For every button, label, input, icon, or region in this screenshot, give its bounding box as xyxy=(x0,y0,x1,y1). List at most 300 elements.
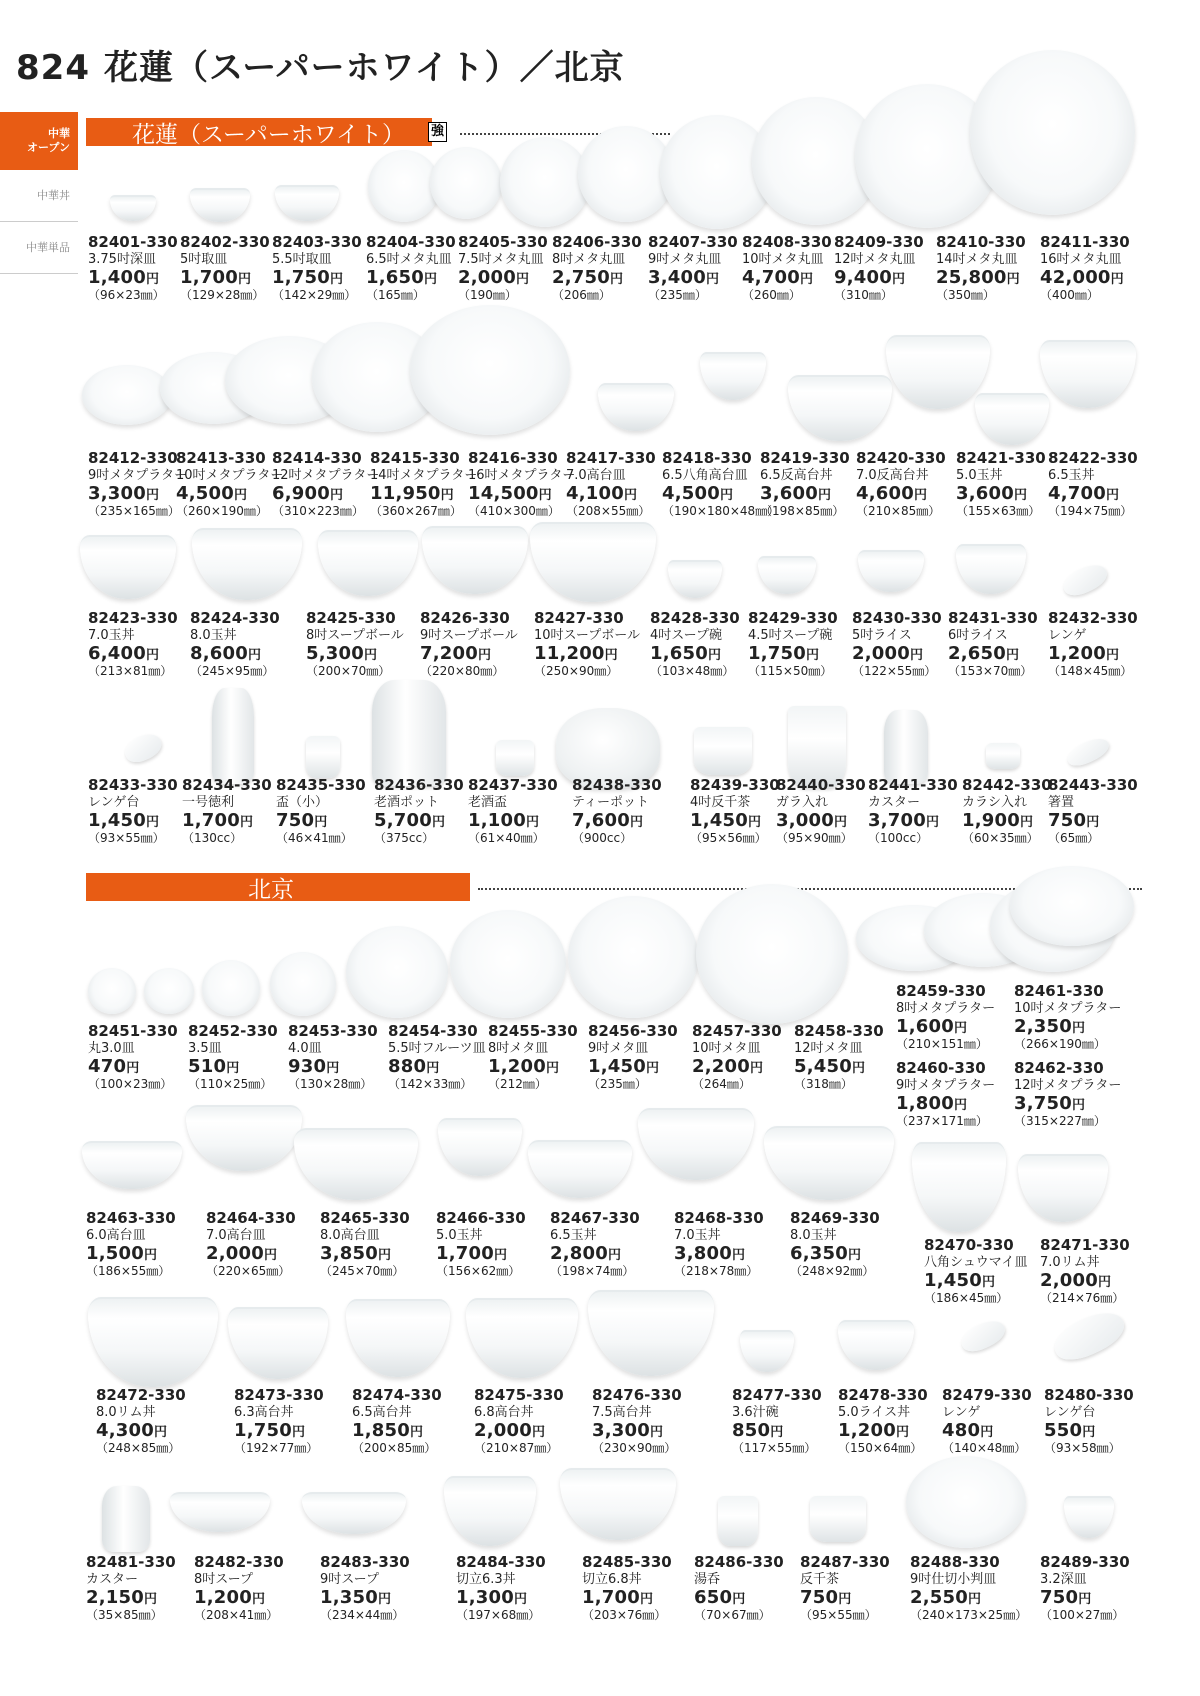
product-name: 5吋取皿 xyxy=(180,251,228,267)
yen-unit: 円 xyxy=(925,815,940,831)
product-size: （350㎜） xyxy=(936,288,995,303)
product-size: （203×76㎜） xyxy=(582,1608,667,1623)
product-item xyxy=(690,777,780,845)
product-price: 4,300円 xyxy=(96,1420,168,1442)
product-item xyxy=(1048,450,1138,518)
category-tabs xyxy=(0,112,78,274)
product-item xyxy=(468,450,575,518)
product-price: 9,400円 xyxy=(834,267,906,289)
product-price: 1,800円 xyxy=(896,1093,968,1115)
yen-unit: 円 xyxy=(431,815,446,831)
product-image-bowl xyxy=(466,1298,578,1378)
product-size: （186×55㎜） xyxy=(86,1264,171,1279)
product-image-plate xyxy=(88,968,136,1014)
product-name: 7.0反高台丼 xyxy=(856,467,929,483)
yen-unit: 円 xyxy=(1019,815,1034,831)
product-image-bowl xyxy=(110,195,156,221)
product-item xyxy=(1040,1237,1130,1305)
product-size: （93×55㎜） xyxy=(88,831,165,846)
product-name: 6吋ライス xyxy=(948,627,1008,643)
product-size: （213×81㎜） xyxy=(88,664,173,679)
product-item xyxy=(692,1023,782,1091)
product-item xyxy=(468,777,558,845)
product-name: 丸3.0皿 xyxy=(88,1040,135,1056)
product-image-bowl xyxy=(192,528,302,600)
product-price: 880円 xyxy=(388,1056,440,1078)
product-name: 8吋メタ丸皿 xyxy=(552,251,626,267)
product-size: （95×55㎜） xyxy=(800,1608,877,1623)
product-image-bottle xyxy=(884,710,928,784)
product-image-bowl xyxy=(302,1492,406,1534)
yen-unit: 円 xyxy=(731,1248,746,1264)
product-item xyxy=(694,1554,784,1622)
product-price: 1,750円 xyxy=(748,643,820,665)
product-code: 82483-330 xyxy=(320,1553,410,1571)
yen-unit: 円 xyxy=(895,1425,910,1441)
product-size: （156×62㎜） xyxy=(436,1264,521,1279)
product-size: （210×85㎜） xyxy=(856,504,941,519)
yen-unit: 円 xyxy=(645,1061,660,1077)
product-name: 湯呑 xyxy=(694,1571,721,1587)
product-item xyxy=(366,234,456,302)
product-size: （100×27㎜） xyxy=(1040,1608,1125,1623)
product-item xyxy=(592,1387,682,1455)
yen-unit: 円 xyxy=(233,488,248,504)
product-code: 82461-330 xyxy=(1014,982,1104,1000)
product-size: （235㎜） xyxy=(648,288,707,303)
yen-unit: 円 xyxy=(707,648,722,664)
product-name: 8吋スープ xyxy=(194,1571,253,1587)
product-image-bowl xyxy=(530,522,656,602)
product-price: 550円 xyxy=(1044,1420,1096,1442)
product-image-bowl xyxy=(1040,340,1136,408)
product-price: 11,950円 xyxy=(370,483,454,505)
product-item xyxy=(188,1023,278,1091)
product-size: （35×85㎜） xyxy=(86,1608,163,1623)
product-size: （214×76㎜） xyxy=(1040,1291,1125,1306)
product-size: （208×55㎜） xyxy=(566,504,651,519)
product-price: 470円 xyxy=(88,1056,140,1078)
product-image-bowl xyxy=(912,1142,1006,1232)
strength-badge: 強 xyxy=(428,122,447,142)
product-item xyxy=(370,450,477,518)
product-size: （95×56㎜） xyxy=(690,831,767,846)
product-item xyxy=(288,1023,378,1091)
product-size: （400㎜） xyxy=(1040,288,1099,303)
yen-unit: 円 xyxy=(251,1592,266,1608)
product-image-cup xyxy=(306,736,340,778)
tab-label: 中華 オープン xyxy=(26,127,70,154)
product-name: 3.2深皿 xyxy=(1040,1571,1087,1587)
yen-unit: 円 xyxy=(377,1248,392,1264)
product-size: （237×171㎜） xyxy=(896,1114,988,1129)
product-size: （230×90㎜） xyxy=(592,1441,677,1456)
product-code: 82441-330 xyxy=(868,776,958,794)
yen-unit: 円 xyxy=(1082,1425,1096,1441)
product-item xyxy=(194,1554,284,1622)
product-item xyxy=(86,1554,176,1622)
tab-chuka-tanpin[interactable] xyxy=(0,222,78,274)
product-name: 6.0高台皿 xyxy=(86,1227,146,1243)
product-price: 1,450円 xyxy=(924,1270,996,1292)
yen-unit: 円 xyxy=(363,648,378,664)
product-image-cup xyxy=(986,743,1020,769)
product-size: （194×75㎜） xyxy=(1048,504,1133,519)
product-item xyxy=(1040,1554,1130,1622)
yen-unit: 円 xyxy=(143,1248,158,1264)
product-price: 4,700円 xyxy=(1048,483,1120,505)
product-name: 9吋メタプラター xyxy=(88,467,188,483)
yen-unit: 円 xyxy=(747,815,762,831)
product-name: 6.8高台丼 xyxy=(474,1404,534,1420)
tab-label: 中華単品 xyxy=(26,240,70,254)
product-name: 8.0玉丼 xyxy=(790,1227,837,1243)
product-name: 10吋メタプラター xyxy=(1014,1000,1122,1016)
product-name: 4.0皿 xyxy=(288,1040,322,1056)
product-image-bowl xyxy=(788,375,892,441)
product-image-bowl xyxy=(598,383,674,431)
product-code: 82455-330 xyxy=(488,1022,578,1040)
product-code: 82414-330 xyxy=(272,449,362,467)
product-price: 1,200円 xyxy=(838,1420,910,1442)
product-name: 9吋仕切小判皿 xyxy=(910,1571,997,1587)
product-name: 八角シュウマイ皿 xyxy=(924,1254,1028,1270)
yen-unit: 円 xyxy=(847,1248,862,1264)
product-size: （95×90㎜） xyxy=(776,831,853,846)
product-price: 750円 xyxy=(800,1587,852,1609)
product-code: 82409-330 xyxy=(834,233,924,251)
product-image-bowl xyxy=(858,550,924,592)
yen-unit: 円 xyxy=(649,1425,664,1441)
product-code: 82436-330 xyxy=(374,776,464,794)
product-item xyxy=(956,450,1046,518)
yen-unit: 円 xyxy=(1071,1021,1086,1037)
product-image-plate xyxy=(906,1456,1026,1548)
product-item xyxy=(742,234,832,302)
product-item xyxy=(550,1210,640,1278)
product-image-bowl xyxy=(886,335,990,409)
product-item xyxy=(436,1210,526,1278)
product-size: （130×28㎜） xyxy=(288,1077,373,1092)
product-item xyxy=(868,777,958,845)
tab-chuka-open[interactable] xyxy=(0,112,78,170)
product-item xyxy=(834,234,924,302)
product-price: 2,000円 xyxy=(852,643,924,665)
yen-unit: 円 xyxy=(145,648,160,664)
product-size: （165㎜） xyxy=(366,288,425,303)
product-name: 10吋メタ皿 xyxy=(692,1040,761,1056)
product-image-bowl xyxy=(346,1299,450,1377)
product-size: （220×65㎜） xyxy=(206,1264,291,1279)
product-name: 10吋メタ丸皿 xyxy=(742,251,824,267)
product-item xyxy=(320,1554,410,1622)
product-code: 82463-330 xyxy=(86,1209,176,1227)
product-code: 82471-330 xyxy=(1040,1236,1130,1254)
product-name: 10吋スープボール xyxy=(534,627,640,643)
product-price: 1,350円 xyxy=(320,1587,392,1609)
product-name: 8吋メタ皿 xyxy=(488,1040,549,1056)
product-size: （46×41㎜） xyxy=(276,831,353,846)
product-name: レンゲ xyxy=(1048,627,1087,643)
product-code: 82411-330 xyxy=(1040,233,1130,251)
product-size: （315×227㎜） xyxy=(1014,1114,1106,1129)
product-item xyxy=(732,1387,822,1455)
product-name: 7.0リム丼 xyxy=(1040,1254,1100,1270)
section-title: 北京 xyxy=(248,876,294,903)
product-size: （218×78㎜） xyxy=(674,1264,759,1279)
product-image-bowl xyxy=(588,1290,714,1376)
product-name: ティーポット xyxy=(572,794,649,810)
product-code: 82464-330 xyxy=(206,1209,296,1227)
product-name: 6.5玉丼 xyxy=(550,1227,597,1243)
product-name: 反千茶 xyxy=(800,1571,840,1587)
product-price: 2,650円 xyxy=(948,643,1020,665)
product-name: 一号徳利 xyxy=(182,794,235,810)
product-price: 3,850円 xyxy=(320,1243,392,1265)
product-image-bowl xyxy=(186,1105,302,1171)
product-size: （110×25㎜） xyxy=(188,1077,273,1092)
product-code: 82405-330 xyxy=(458,233,548,251)
product-image-plate xyxy=(568,896,698,1018)
product-code: 82485-330 xyxy=(582,1553,672,1571)
product-size: （248×85㎜） xyxy=(96,1441,181,1456)
product-code: 82481-330 xyxy=(86,1553,176,1571)
product-price: 7,600円 xyxy=(572,810,644,832)
product-code: 82427-330 xyxy=(534,609,624,627)
product-size: （200×85㎜） xyxy=(352,1441,437,1456)
section-title: 花蓮（スーパーホワイト） xyxy=(132,121,406,148)
product-size: （310×223㎜） xyxy=(272,504,364,519)
yen-unit: 円 xyxy=(329,488,344,504)
product-price: 650円 xyxy=(694,1587,746,1609)
yen-unit: 円 xyxy=(1105,488,1120,504)
product-size: （200×70㎜） xyxy=(306,664,391,679)
product-image-bowl xyxy=(318,530,418,596)
product-name: ガラ入れ xyxy=(776,794,829,810)
product-code: 82478-330 xyxy=(838,1386,928,1404)
product-price: 5,300円 xyxy=(306,643,378,665)
product-code: 82424-330 xyxy=(190,609,280,627)
product-code: 82408-330 xyxy=(742,233,832,251)
product-image-spoon xyxy=(1048,1304,1130,1368)
product-price: 3,000円 xyxy=(776,810,848,832)
product-image-spoon xyxy=(957,1315,1009,1356)
yen-unit: 円 xyxy=(851,1061,866,1077)
product-size: （250×90㎜） xyxy=(534,664,619,679)
product-item xyxy=(1014,983,1121,1051)
yen-unit: 円 xyxy=(515,272,530,288)
product-price: 750円 xyxy=(1048,810,1100,832)
yen-unit: 円 xyxy=(143,1592,158,1608)
product-code: 82434-330 xyxy=(182,776,272,794)
yen-unit: 円 xyxy=(126,1061,140,1077)
yen-unit: 円 xyxy=(838,1592,852,1608)
product-item xyxy=(374,777,464,845)
product-price: 1,700円 xyxy=(182,810,254,832)
product-item xyxy=(572,777,662,845)
product-price: 3,800円 xyxy=(674,1243,746,1265)
product-size: （260×190㎜） xyxy=(176,504,268,519)
product-image-cup xyxy=(810,1496,866,1542)
product-code: 82452-330 xyxy=(188,1022,278,1040)
product-item xyxy=(388,1023,486,1091)
product-size: （260㎜） xyxy=(742,288,801,303)
product-name: 5.0玉丼 xyxy=(436,1227,483,1243)
product-name: 6.5吋メタ丸皿 xyxy=(366,251,452,267)
product-size: （375cc） xyxy=(374,831,435,846)
product-size: （61×40㎜） xyxy=(468,831,545,846)
product-item xyxy=(88,610,178,678)
product-code: 82433-330 xyxy=(88,776,178,794)
product-price: 3,750円 xyxy=(1014,1093,1086,1115)
product-image-bowl xyxy=(82,1141,182,1189)
product-price: 1,750円 xyxy=(234,1420,306,1442)
yen-unit: 円 xyxy=(513,1592,528,1608)
product-size: （122×55㎜） xyxy=(852,664,937,679)
product-code: 82422-330 xyxy=(1048,449,1138,467)
yen-unit: 円 xyxy=(732,1592,746,1608)
product-code: 82486-330 xyxy=(694,1553,784,1571)
product-item xyxy=(180,234,270,302)
section-header-karen xyxy=(86,118,432,146)
product-item xyxy=(582,1554,672,1622)
yen-unit: 円 xyxy=(1006,272,1020,288)
product-price: 4,600円 xyxy=(856,483,928,505)
yen-unit: 円 xyxy=(263,1248,278,1264)
product-item xyxy=(648,234,738,302)
product-name: 老酒盃 xyxy=(468,794,508,810)
product-code: 82429-330 xyxy=(748,609,838,627)
product-name: レンゲ台 xyxy=(1044,1404,1096,1420)
product-size: （142×33㎜） xyxy=(388,1077,473,1092)
product-name: 12吋メタプラター xyxy=(272,467,380,483)
product-image-spoon xyxy=(1064,734,1112,771)
yen-unit: 円 xyxy=(239,815,254,831)
product-image-bowl xyxy=(956,544,1026,594)
product-image-bowl xyxy=(1018,1154,1108,1222)
product-price: 1,200円 xyxy=(194,1587,266,1609)
yen-unit: 円 xyxy=(817,488,832,504)
product-image-plate xyxy=(696,884,848,1024)
product-size: （360×267㎜） xyxy=(370,504,462,519)
product-code: 82404-330 xyxy=(366,233,456,251)
product-name: 12吋メタ丸皿 xyxy=(834,251,916,267)
product-name: レンゲ台 xyxy=(88,794,140,810)
product-price: 1,700円 xyxy=(582,1587,654,1609)
yen-unit: 円 xyxy=(705,272,720,288)
product-code: 82401-330 xyxy=(88,233,178,251)
product-item xyxy=(182,777,272,845)
product-name: 盃（小） xyxy=(276,794,329,810)
product-item xyxy=(910,1554,1027,1622)
product-name: 6.5八角高台皿 xyxy=(662,467,748,483)
yen-unit: 円 xyxy=(440,488,454,504)
product-size: （266×190㎜） xyxy=(1014,1037,1106,1052)
product-size: （117×55㎜） xyxy=(732,1441,817,1456)
product-size: （234×44㎜） xyxy=(320,1608,405,1623)
product-price: 1,400円 xyxy=(88,267,160,289)
product-name: 5.5吋取皿 xyxy=(272,251,332,267)
yen-unit: 円 xyxy=(1078,1592,1092,1608)
product-item xyxy=(760,450,850,518)
product-code: 82425-330 xyxy=(306,609,396,627)
product-image-bowl xyxy=(190,188,250,222)
product-item xyxy=(320,1210,410,1278)
product-size: （65㎜） xyxy=(1048,831,1100,846)
yen-unit: 円 xyxy=(833,815,848,831)
yen-unit: 円 xyxy=(1097,1275,1112,1291)
product-image-bowl xyxy=(422,526,528,594)
product-name: 切立6.3丼 xyxy=(456,1571,516,1587)
yen-unit: 円 xyxy=(913,488,928,504)
product-code: 82472-330 xyxy=(96,1386,186,1404)
product-code: 82467-330 xyxy=(550,1209,640,1227)
product-size: （240×173×25㎜） xyxy=(910,1608,1028,1623)
product-item xyxy=(588,1023,678,1091)
product-price: 1,750円 xyxy=(272,267,344,289)
product-size: （235㎜） xyxy=(588,1077,647,1092)
product-item xyxy=(456,1554,546,1622)
product-code: 82438-330 xyxy=(572,776,662,794)
product-item xyxy=(190,610,280,678)
product-size: （318㎜） xyxy=(794,1077,853,1092)
product-image-cup xyxy=(694,727,752,775)
product-price: 3,400円 xyxy=(648,267,720,289)
yen-unit: 円 xyxy=(749,1061,764,1077)
yen-unit: 円 xyxy=(538,488,552,504)
product-image-bottle xyxy=(102,1486,150,1552)
product-item xyxy=(896,1060,995,1128)
product-price: 5,700円 xyxy=(374,810,446,832)
yen-unit: 円 xyxy=(545,1061,560,1077)
product-price: 1,600円 xyxy=(896,1016,968,1038)
tab-chuka-don[interactable] xyxy=(0,170,78,222)
yen-unit: 円 xyxy=(145,815,160,831)
product-image-bowl xyxy=(560,1468,676,1540)
product-image-plate xyxy=(202,960,260,1016)
product-name: 8.0玉丼 xyxy=(190,627,237,643)
product-name: 9吋メタ丸皿 xyxy=(648,251,722,267)
yen-unit: 円 xyxy=(604,648,618,664)
product-price: 1,300円 xyxy=(456,1587,528,1609)
product-size: （142×29㎜） xyxy=(272,288,357,303)
product-size: （900cc） xyxy=(572,831,633,846)
yen-unit: 円 xyxy=(377,1592,392,1608)
yen-unit: 円 xyxy=(967,1592,982,1608)
product-size: （220×80㎜） xyxy=(420,664,505,679)
product-code: 82451-330 xyxy=(88,1022,178,1040)
product-item xyxy=(674,1210,764,1278)
product-price: 2,800円 xyxy=(550,1243,622,1265)
product-item xyxy=(234,1387,324,1455)
product-price: 7,200円 xyxy=(420,643,492,665)
product-image-bottle xyxy=(212,688,254,784)
yen-unit: 円 xyxy=(799,272,814,288)
yen-unit: 円 xyxy=(891,272,906,288)
product-item xyxy=(924,1237,1027,1305)
product-price: 8,600円 xyxy=(190,643,262,665)
product-price: 1,450円 xyxy=(588,1056,660,1078)
yen-unit: 円 xyxy=(493,1248,508,1264)
product-code: 82417-330 xyxy=(566,449,656,467)
product-code: 82489-330 xyxy=(1040,1553,1130,1571)
product-image-cup xyxy=(496,740,534,776)
product-item xyxy=(488,1023,578,1091)
product-price: 2,150円 xyxy=(86,1587,158,1609)
yen-unit: 円 xyxy=(426,1061,440,1077)
product-image-spoon xyxy=(121,729,166,767)
product-size: （190×180×48㎜） xyxy=(662,504,780,519)
